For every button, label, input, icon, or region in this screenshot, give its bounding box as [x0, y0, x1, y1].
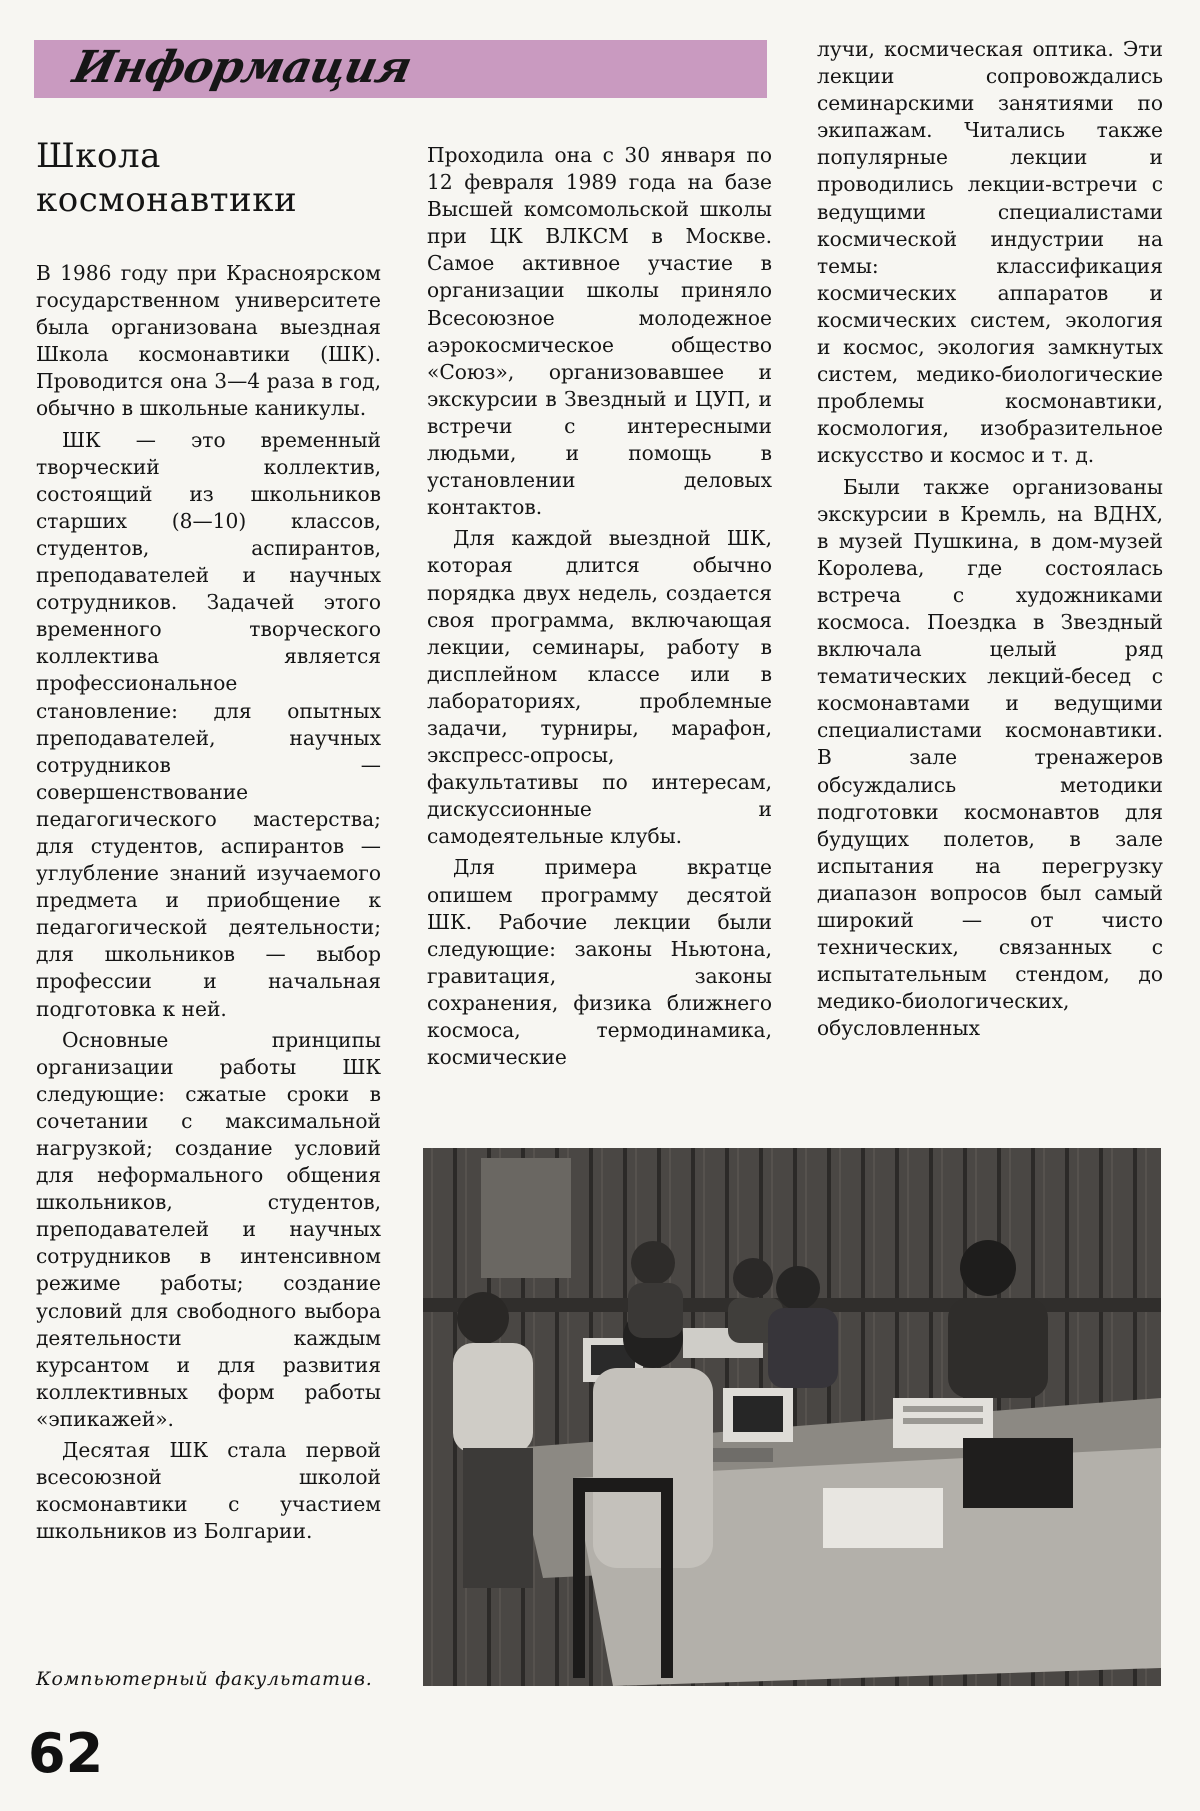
- paragraph: Для каждой выездной ШК, которая длится обычно порядка двух недель, создается своя программа, включающая лекции, семинары, работу в дисплейном классе или в лабораториях, проблемные задачи, турниры, марафон, экспресс-опросы, факультативы по интересам, дискуссионные и самодеятельные клубы.: [427, 526, 772, 849]
- paragraph: В 1986 году при Красноярском государственном университете была организована выездная Школа космонавтики (ШК). Проводится она 3—4 раза в год, обычно в школьные каникулы.: [36, 261, 381, 421]
- article-column-1: [36, 260, 381, 1545]
- paragraph: лучи, космическая оптика. Эти лекции сопровождались семинарскими занятиями по экипажам. Читались также популярные лекции и проводились лекции-встречи с ведущими специалистами космической индустрии на темы: классификация космических аппаратов и космических систем, экология и космос, экология замкнутых систем, медико-биологические проблемы космонавтики, космология, изобразительное искусство и космос и т. д.: [817, 37, 1163, 468]
- paragraph: Десятая ШК стала первой всесоюзной школой космонавтики с участием школьников из Болгарии.: [36, 1438, 381, 1544]
- paragraph: Проходила она с 30 января по 12 февраля 1989 года на базе Высшей комсомольской школы при ЦК ВЛКСМ в Москве. Самое активное участие в организации школы приняло Всесоюзное молодежное аэрокосмическое общество «Союз», организовавшее и экскурсии в Звездный и ЦУП, и встречи с интересными людьми, и помощь в установлении деловых контактов.: [427, 143, 772, 520]
- photo-caption: Компьютерный факультатив.: [36, 1668, 373, 1690]
- rubric-title: Информация: [68, 42, 416, 93]
- article-title: Школа космонавтики: [36, 136, 298, 220]
- paragraph: Основные принципы организации работы ШК следующие: сжатые сроки в сочетании с максимальной нагрузкой; создание условий для неформального общения школьников, студентов, преподавателей и научных сотрудников в интенсивном режиме работы; создание условий для свободного выбора деятельности каждым курсантом и для развития коллективных форм работы «эпикажей».: [36, 1027, 381, 1431]
- rubric-banner: [34, 40, 767, 98]
- page-number: 62: [28, 1722, 104, 1785]
- photo-illustration: [423, 1148, 1161, 1686]
- article-column-2: [427, 142, 772, 1071]
- paragraph: Были также организованы экскурсии в Кремль, на ВДНХ, в музей Пушкина, в дом-музей Королева, где состоялась встреча с художниками космоса. Поездка в Звездный включала целый ряд тематических лекций-бесед с космонавтами и ведущими специалистами космонавтики. В зале тренажеров обсуждались методики подготовки космонавтов для будущих полетов, в зале испытания на перегрузку диапазон вопросов был самый широкий — от чисто технических, связанных с испытательным стендом, до медико-биологических, обусловленных: [817, 474, 1163, 1041]
- computer-class-photo: [423, 1148, 1161, 1686]
- paragraph: Для примера вкратце опишем программу десятой ШК. Рабочие лекции были следующие: законы Ньютона, гравитация, законы сохранения, физика ближнего космоса, термодинамика, космические: [427, 855, 772, 1070]
- article-column-3: [817, 36, 1163, 1042]
- paragraph: ШК — это временный творческий коллектив, состоящий из школьников старших (8—10) классов, студентов, аспирантов, преподавателей и научных сотрудников. Задачей этого временного творческого коллектива является профессиональное становление: для опытных преподавателей, научных сотрудников — совершенствование педагогического мастерства; для студентов, аспирантов — углубление знаний изучаемого предмета и приобщение к педагогической деятельности; для школьников — выбор профессии и начальная подготовка к ней.: [36, 427, 381, 1021]
